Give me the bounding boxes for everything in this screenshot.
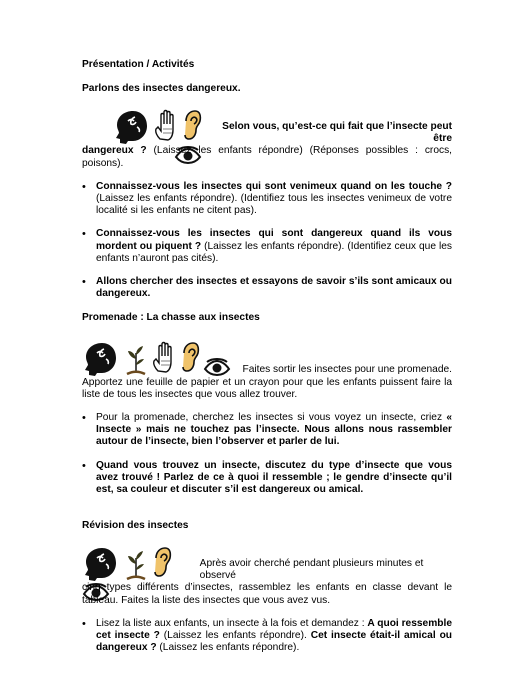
section1-question-part1: Selon vous, qu’est-ce qui fait que l’insecte peut être (222, 121, 452, 145)
ear-icon (180, 341, 200, 377)
bullet-icon: • (82, 276, 86, 289)
section3-bullet-list (82, 618, 452, 655)
document-page (82, 50, 452, 654)
head-profile-icon (82, 546, 120, 582)
section2-intro-rest: Apportez une feuille de papier et un crayon pour que les enfants puissent faire la liste de tous les insectes que vous allez trouver. (82, 376, 452, 400)
list-item: • Quand vous trouvez un insecte, discutez du type d’insecte que vous avez trouvé ! Parlez de ce à quoi il ressemble ; le gendre d’insecte qu’il est, sa couleur et discuter s’il est dangereux ou amical. (82, 459, 452, 496)
section1-heading: Parlons des insectes dangereux. (82, 83, 241, 95)
eye-icon (203, 357, 231, 377)
section1-bullet-list (82, 181, 452, 301)
ear-icon (182, 109, 202, 145)
bullet-icon: • (82, 180, 86, 193)
section2-heading: Promenade : La chasse aux insectes (82, 312, 260, 324)
section1-question-part2: dangereux ? (82, 145, 147, 157)
section2-intro (82, 341, 452, 401)
section2-intro-line1: Faites sortir les insectes pour une promenade. (242, 364, 452, 376)
list-item: • Connaissez-vous les insectes qui sont dangereux quand ils vous mordent ou piquent ? (Laissez les enfants répondre). (Identifiez ceux que les enfants n’auront pas cités). (82, 228, 452, 264)
list-item: • Allons chercher des insectes et essayons de savoir s’ils sont amicaux ou dangereux. (82, 276, 452, 300)
section1-question-note: (Laissez les enfants répondre) (Réponses possibles : crocs, poisons). (82, 145, 452, 169)
list-item: • Connaissez-vous les insectes qui sont venimeux quand on les touche ? (Laissez les enfants répondre). (Identifiez tous les insectes venimeux de votre localité si les enfants ne citent pas). (82, 180, 452, 217)
head-profile-icon (82, 341, 120, 377)
section3-icon-row (82, 546, 200, 582)
section3-heading: Révision des insectes (82, 520, 189, 532)
hand-icon (152, 341, 176, 377)
sprout-icon (124, 341, 148, 377)
head-profile-icon (113, 109, 151, 145)
section1-icon-row (82, 109, 203, 145)
sprout-icon (124, 546, 148, 582)
hand-icon (154, 109, 178, 145)
list-item: • Pour la promenade, cherchez les insectes si vous voyez un insecte, criez « Insecte » mais ne touchez pas l’insecte. Nous allons nous rassembler autour de l’insecte, bien l’observer et parler de lui. (82, 412, 452, 448)
page-title: Présentation / Activités (82, 59, 195, 70)
list-item: • Lisez la liste aux enfants, un insecte à la fois et demandez : A quoi ressemble cet insecte ? (Laissez les enfants répondre). Cet insecte était-il amical ou dangereux ? (Laissez les enfants répondre). (82, 617, 453, 654)
section3-intro-rest: cinq types différents d’insectes, rassemblez les enfants en classe devant le tableau. Faites la liste des insectes que vous avez vus. (82, 582, 452, 606)
section1-intro (82, 109, 452, 169)
section2-icon-row (82, 341, 232, 377)
bullet-icon: • (82, 617, 86, 630)
bullet-icon: • (82, 412, 86, 425)
section3-intro (82, 546, 452, 606)
section2-bullet-list (82, 412, 452, 496)
bullet-icon: • (82, 228, 86, 241)
section3-intro-line1: Après avoir cherché pendant plusieurs minutes et observé (199, 558, 424, 582)
bullet-icon: • (82, 459, 86, 472)
ear-icon (152, 546, 172, 582)
